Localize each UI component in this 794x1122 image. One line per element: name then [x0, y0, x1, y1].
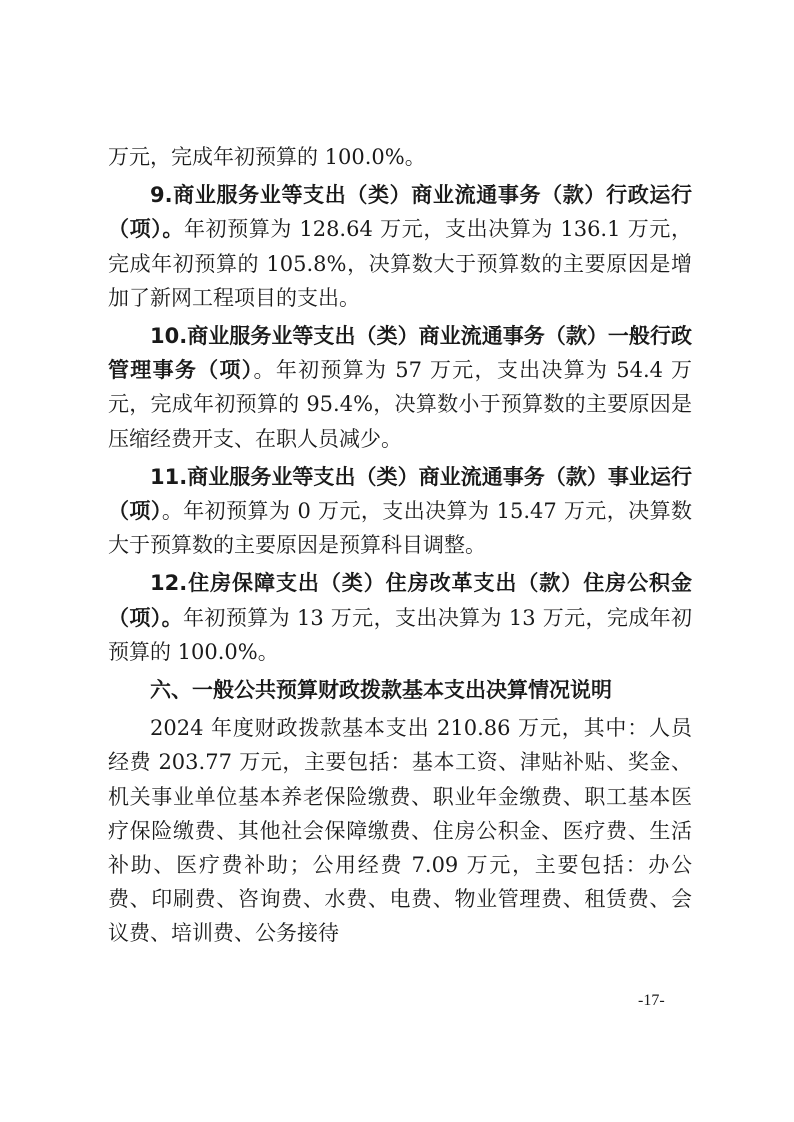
paragraph-text: 年初预算为 128.64 万元，支出决算为 136.1 万元，完成年初预算的 105.8%，决算数大于预算数的主要原因是增加了新网工程项目的支出。: [108, 217, 692, 310]
paragraph-item-10: [108, 319, 692, 456]
item-heading: 11.商业服务业等支出（类）商业流通事务（款）事业运行（项）: [108, 464, 692, 524]
item-heading: 9.商业服务业等支出（类）商业流通事务（款）行政运行（项）。: [108, 183, 692, 242]
document-body: [108, 140, 692, 951]
section-heading: [108, 673, 692, 707]
item-heading: 10.商业服务业等支出（类）商业流通事务（款）一般行政管理事务（项）: [108, 324, 692, 383]
paragraph-text: 。年初预算为 57 万元，支出决算为 54.4 万元，完成年初预算的 95.4%，决算数小于预算数的主要原因是压缩经费开支、在职人员减少。: [108, 358, 692, 451]
page-number: -17-: [638, 992, 665, 1009]
paragraph-text: 2024 年度财政拨款基本支出 210.86 万元，其中：人员经费 203.77 万元，主要包括：基本工资、津贴补贴、奖金、机关事业单位基本养老保险缴费、职业年金缴费、职工基本医疗保险缴费、其他社会保障缴费、住房公积金、医疗费、生活补助、医疗费补助；公用经费 7.09 万元，主要包括：办公费、印刷费、咨询费、水费、电费、物业管理费、租赁费、会议费、培训费、公务接待: [108, 716, 692, 946]
paragraph-continuation: [108, 140, 692, 174]
paragraph-text: 。年初预算为 0 万元，支出决算为 15.47 万元，决算数大于预算数的主要原因是预算科目调整。: [108, 499, 692, 558]
paragraph-item-9: [108, 178, 692, 315]
paragraph-basic-expenditure: [108, 711, 692, 950]
section-title: 六、一般公共预算财政拨款基本支出决算情况说明: [150, 678, 612, 703]
item-heading: 12.住房保障支出（类）住房改革支出（款）住房公积金（项）。: [108, 571, 692, 630]
paragraph-text: 年初预算为 13 万元，支出决算为 13 万元，完成年初预算的 100.0%。: [108, 605, 693, 664]
paragraph-text: 万元，完成年初预算的 100.0%。: [108, 145, 426, 169]
paragraph-item-11: [108, 460, 692, 563]
paragraph-item-12: [108, 566, 692, 669]
